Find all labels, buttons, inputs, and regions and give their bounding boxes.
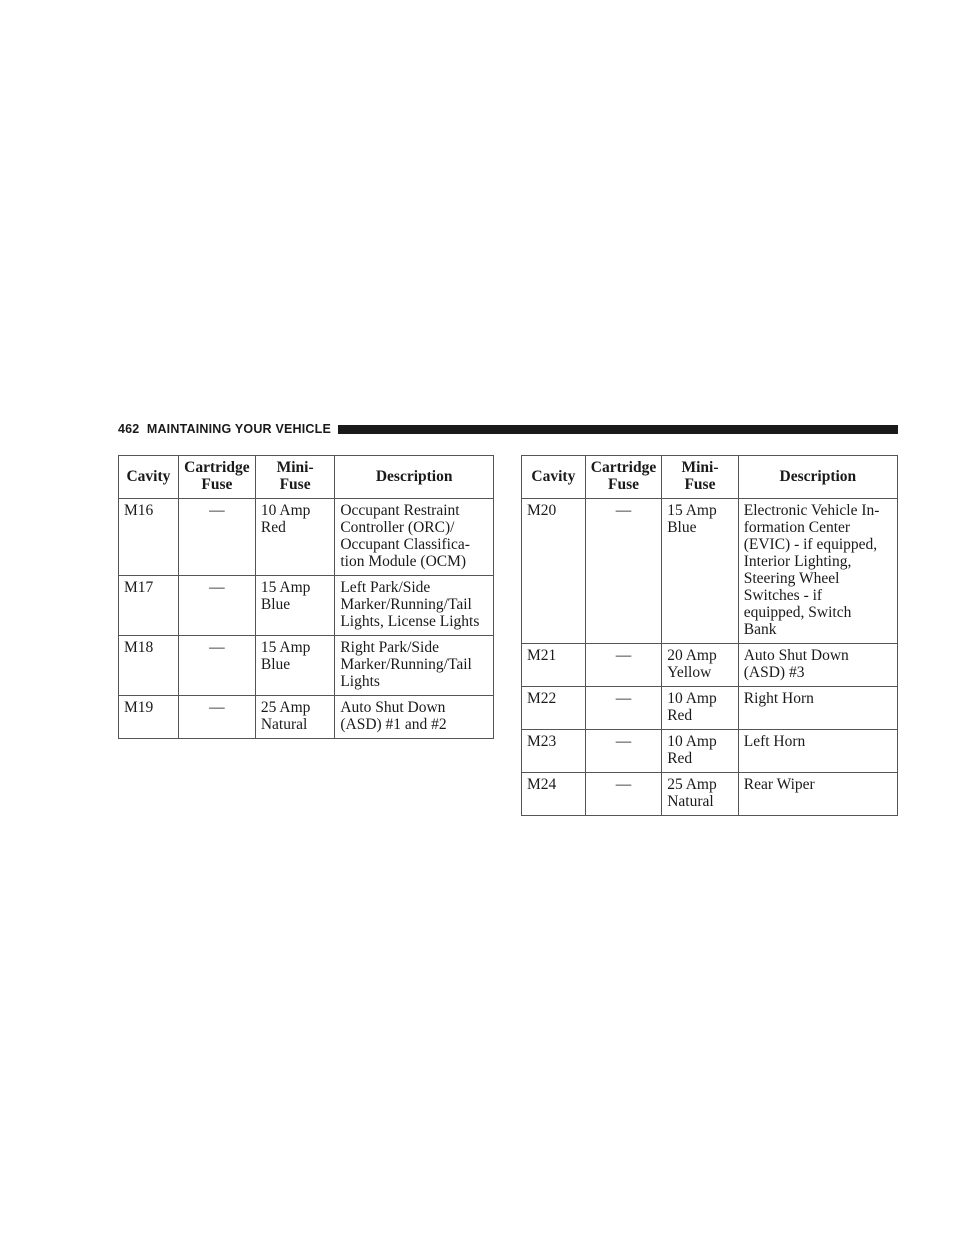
fuse-table-left (118, 455, 494, 739)
description-line: formation Center (743, 519, 851, 536)
description-cell (335, 576, 494, 636)
mini-fuse-cell (255, 696, 334, 739)
cartridge-fuse-cell: — (585, 687, 661, 730)
description-cell (738, 687, 897, 730)
mini-fuse-amperage: 25 Amp (667, 776, 717, 793)
cartridge-fuse-cell: — (585, 499, 661, 644)
cartridge-fuse-cell: — (178, 696, 255, 739)
mini-fuse-cell (255, 636, 334, 696)
mini-fuse-color: Yellow (667, 664, 712, 681)
mini-fuse-color: Blue (260, 656, 291, 673)
table-row (522, 644, 898, 687)
column-header-mini-fuse (255, 456, 334, 499)
column-header-cavity: Cavity (119, 456, 179, 499)
description-line: Rear Wiper (743, 776, 815, 793)
cartridge-fuse-cell: — (585, 644, 661, 687)
table-row (119, 636, 494, 696)
mini-fuse-amperage: 15 Amp (260, 579, 311, 596)
description-line: Controller (ORC)/ (340, 519, 455, 536)
cavity-cell: M22 (522, 687, 586, 730)
fuse-table-left-body (119, 499, 494, 739)
description-line: Auto Shut Down (340, 699, 446, 716)
cavity-cell: M20 (522, 499, 586, 644)
mini-fuse-amperage: 20 Amp (667, 647, 717, 664)
cavity-cell: M17 (119, 576, 179, 636)
mini-fuse-amperage: 25 Amp (260, 699, 311, 716)
description-line: tion Module (OCM) (340, 553, 467, 570)
page-header (118, 421, 898, 437)
mini-fuse-amperage: 10 Amp (667, 733, 717, 750)
table-row (522, 499, 898, 644)
mini-fuse-cell (662, 773, 739, 816)
description-line: Right Horn (743, 690, 814, 707)
table-row (119, 696, 494, 739)
description-line: Auto Shut Down (743, 647, 849, 664)
column-header-mini-fuse (662, 456, 739, 499)
mini-fuse-amperage: 15 Amp (260, 639, 311, 656)
table-row (119, 576, 494, 636)
mini-line2: Fuse (684, 476, 716, 493)
mini-fuse-cell (662, 687, 739, 730)
mini-fuse-color: Natural (260, 716, 308, 733)
cartridge-fuse-cell: — (178, 499, 255, 576)
mini-fuse-amperage: 10 Amp (260, 502, 311, 519)
description-line: Lights (340, 673, 380, 690)
description-line: (EVIC) - if equipped, (743, 536, 878, 553)
description-line: (ASD) #3 (743, 664, 805, 681)
description-cell (335, 696, 494, 739)
description-line: Lights, License Lights (340, 613, 480, 630)
cavity-cell: M23 (522, 730, 586, 773)
cavity-cell: M19 (119, 696, 179, 739)
description-line: Steering Wheel (743, 570, 840, 587)
cavity-cell: M24 (522, 773, 586, 816)
mini-fuse-color: Blue (667, 519, 697, 536)
description-line: Occupant Restraint (340, 502, 460, 519)
description-line: Marker/Running/Tail (340, 656, 472, 673)
description-line: Left Horn (743, 733, 806, 750)
description-cell (335, 636, 494, 696)
fuse-table-right (521, 455, 898, 816)
cartridge-line2: Fuse (201, 476, 233, 493)
column-header-cartridge-fuse (585, 456, 661, 499)
column-header-description: Description (335, 456, 494, 499)
description-line: Right Park/Side (340, 639, 439, 656)
mini-fuse-color: Blue (260, 596, 291, 613)
table-header-row (522, 456, 898, 499)
description-line: Occupant Classifica- (340, 536, 470, 553)
page-header-text (118, 422, 331, 436)
table-row (119, 499, 494, 576)
cavity-cell: M18 (119, 636, 179, 696)
description-cell (738, 499, 897, 644)
cavity-cell: M21 (522, 644, 586, 687)
column-header-description: Description (738, 456, 897, 499)
cartridge-fuse-cell: — (178, 576, 255, 636)
mini-fuse-amperage: 10 Amp (667, 690, 717, 707)
mini-fuse-amperage: 15 Amp (667, 502, 717, 519)
column-header-cavity: Cavity (522, 456, 586, 499)
cartridge-fuse-cell: — (585, 730, 661, 773)
description-cell (738, 644, 897, 687)
mini-fuse-cell (255, 499, 334, 576)
description-line: (ASD) #1 and #2 (340, 716, 447, 733)
mini-fuse-cell (662, 499, 739, 644)
table-row (522, 687, 898, 730)
description-cell (335, 499, 494, 576)
mini-line2: Fuse (279, 476, 311, 493)
table-header-row (119, 456, 494, 499)
description-line: Switches - if (743, 587, 823, 604)
description-cell (738, 773, 897, 816)
page-number: 462 (118, 422, 140, 436)
cartridge-line1: Cartridge (590, 459, 657, 476)
cavity-cell: M16 (119, 499, 179, 576)
table-row (522, 773, 898, 816)
cartridge-line1: Cartridge (184, 459, 250, 476)
description-line: Interior Lighting, (743, 553, 852, 570)
mini-fuse-color: Red (667, 707, 693, 724)
cartridge-line2: Fuse (607, 476, 639, 493)
mini-fuse-color: Red (260, 519, 286, 536)
mini-fuse-color: Red (667, 750, 693, 767)
description-line: Bank (743, 621, 777, 638)
description-line: Electronic Vehicle In- (743, 502, 880, 519)
cartridge-fuse-cell: — (178, 636, 255, 696)
description-line: Marker/Running/Tail (340, 596, 472, 613)
mini-line1: Mini- (681, 459, 719, 476)
fuse-table-right-body (522, 499, 898, 816)
mini-fuse-cell (662, 644, 739, 687)
mini-fuse-cell (255, 576, 334, 636)
header-rule (338, 425, 898, 434)
description-line: Left Park/Side (340, 579, 431, 596)
description-line: equipped, Switch (743, 604, 852, 621)
column-header-cartridge-fuse (178, 456, 255, 499)
mini-line1: Mini- (276, 459, 314, 476)
mini-fuse-cell (662, 730, 739, 773)
mini-fuse-color: Natural (667, 793, 714, 810)
cartridge-fuse-cell: — (585, 773, 661, 816)
description-cell (738, 730, 897, 773)
section-title: MAINTAINING YOUR VEHICLE (146, 422, 332, 436)
table-row (522, 730, 898, 773)
